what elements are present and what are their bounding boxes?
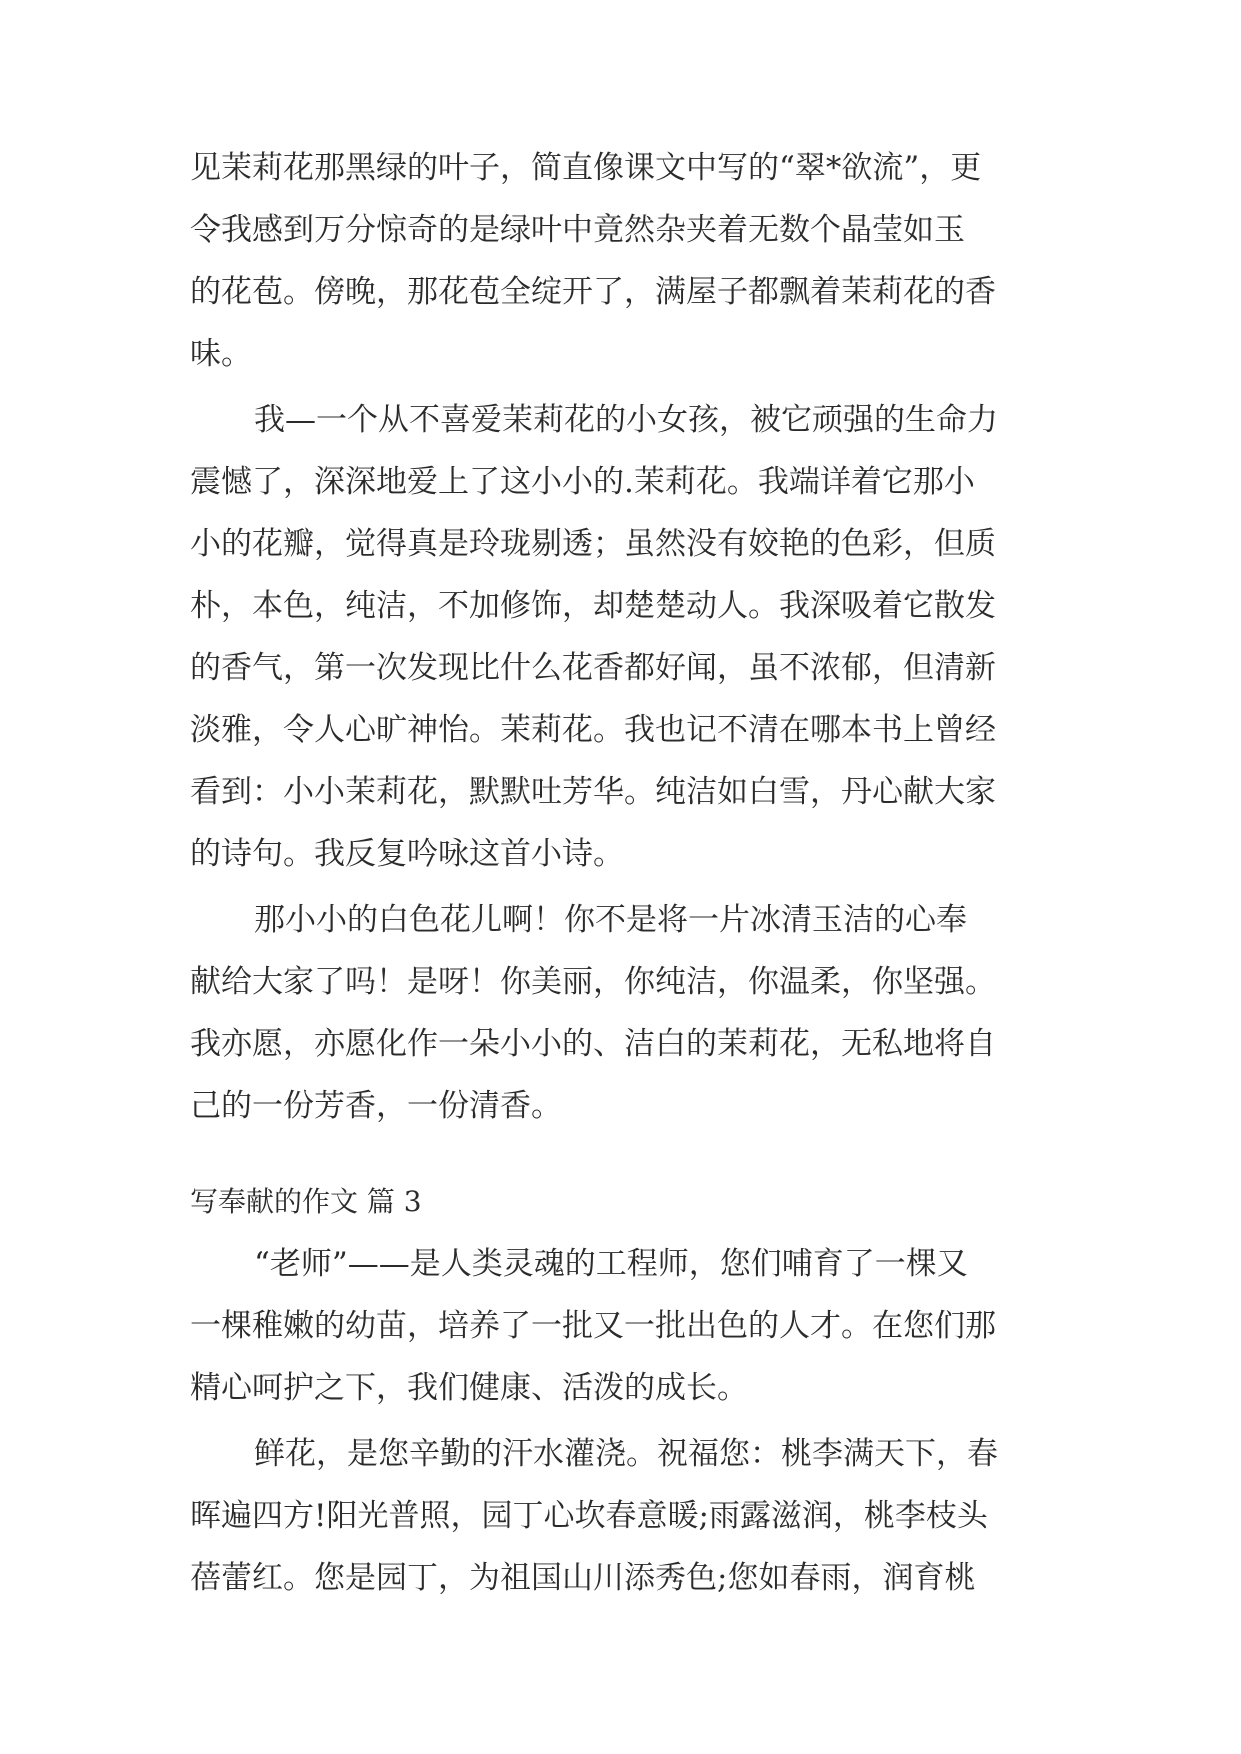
body-line-9: 的香气，第一次发现比什么花香都好闻，虽不浓郁，但清新 <box>190 650 996 686</box>
body-line-4: 味。 <box>190 336 252 372</box>
body-line-10: 淡雅，令人心旷神怡。茉莉花。我也记不清在哪本书上曾经 <box>190 712 996 748</box>
section3-line-6: 蓓蕾红。您是园丁，为祖国山川添秀色;您如春雨，润育桃 <box>190 1560 976 1596</box>
section3-line-2: 一棵稚嫩的幼苗，培养了一批又一批出色的人才。在您们那 <box>190 1308 996 1344</box>
body-line-7: 小的花瓣，觉得真是玲珑剔透；虽然没有姣艳的色彩，但质 <box>190 526 996 562</box>
body-line-2: 令我感到万分惊奇的是绿叶中竟然杂夹着无数个晶莹如玉 <box>190 212 965 248</box>
body-line-11: 看到：小小茉莉花，默默吐芳华。纯洁如白雪，丹心献大家 <box>190 774 996 810</box>
body-line-15: 我亦愿，亦愿化作一朵小小的、洁白的茉莉花，无私地将自 <box>190 1026 996 1062</box>
body-line-1: 见茉莉花那黑绿的叶子，简直像课文中写的“翠*欲流”，更 <box>190 150 982 186</box>
body-line-8: 朴，本色，纯洁，不加修饰，却楚楚动人。我深吸着它散发 <box>190 588 996 624</box>
body-line-5: 我—一个从不喜爱茉莉花的小女孩，被它顽强的生命力 <box>254 402 998 438</box>
section-title: 写奉献的作文 篇 3 <box>190 1185 422 1218</box>
section3-line-5: 晖遍四方!阳光普照，园丁心坎春意暖;雨露滋润，桃李枝头 <box>190 1498 988 1534</box>
section3-line-4: 鲜花，是您辛勤的汗水灌浇。祝福您：桃李满天下，春 <box>254 1436 998 1472</box>
body-line-6: 震憾了，深深地爱上了这小小的.茉莉花。我端详着它那小 <box>190 464 975 500</box>
body-line-16: 己的一份芳香，一份清香。 <box>190 1088 562 1124</box>
section3-line-3: 精心呵护之下，我们健康、活泼的成长。 <box>190 1370 748 1406</box>
body-line-14: 献给大家了吗！是呀！你美丽，你纯洁，你温柔，你坚强。 <box>190 964 996 1000</box>
body-line-3: 的花苞。傍晚，那花苞全绽开了，满屋子都飘着茉莉花的香 <box>190 274 996 310</box>
section3-line-1: “老师”——是人类灵魂的工程师，您们哺育了一棵又 <box>254 1246 968 1282</box>
body-line-12: 的诗句。我反复吟咏这首小诗。 <box>190 836 624 872</box>
body-line-13: 那小小的白色花儿啊！你不是将一片冰清玉洁的心奉 <box>254 902 967 938</box>
